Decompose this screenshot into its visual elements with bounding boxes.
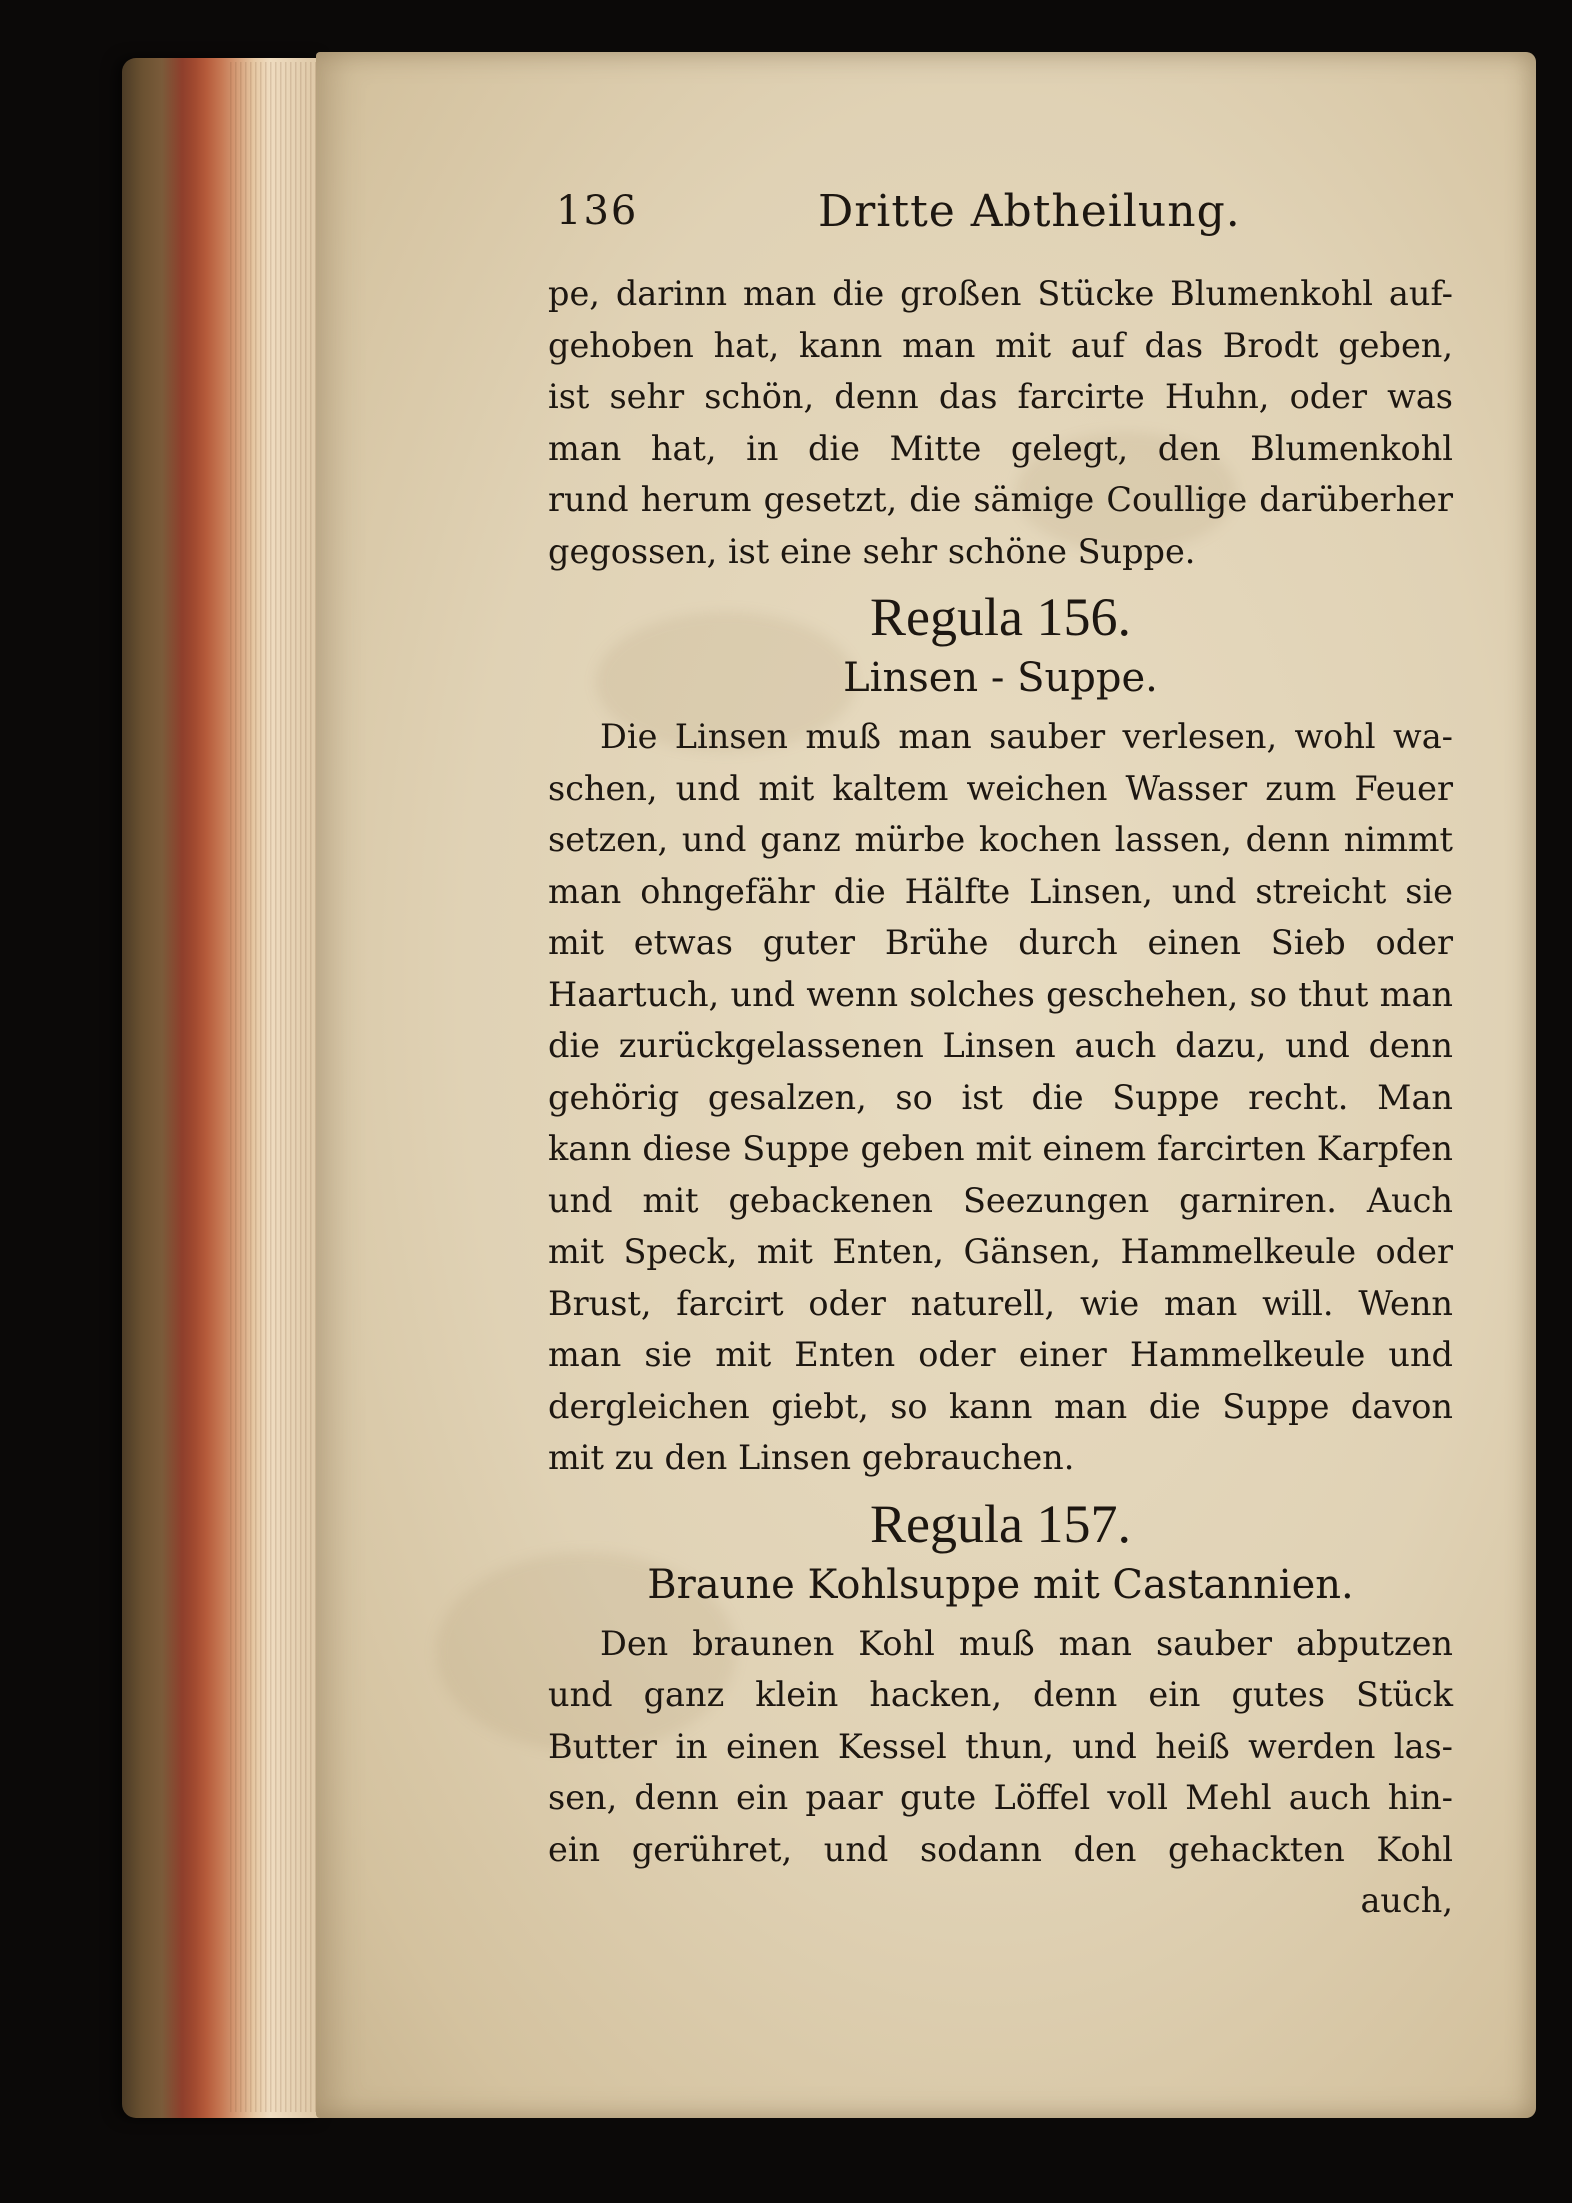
page-number: 136 [556,188,639,234]
text-line: setzen, und ganz mürbe kochen lassen, denn nimmt [548,820,1453,859]
regula-157-title: Braune Kohlsuppe mit Castannien. [647,1561,1354,1608]
text-line: man sie mit Enten oder einer Hammelkeule und [548,1335,1453,1374]
text-line: Die Linsen muß man sauber verlesen, wohl wa- [600,717,1453,756]
text-line: man ohngefähr die Hälfte Linsen, und streicht sie [548,871,1453,911]
text-line: gehoben hat, kann man mit auf das Brodt geben, [548,325,1453,365]
text-line: kann diese Suppe geben mit einem farcirten Karpfen [548,1129,1453,1168]
running-head: Dritte Abtheilung. [818,186,1241,237]
page-header [548,178,1453,248]
regula-156-title: Linsen - Suppe. [843,655,1158,701]
text-line: schen, und mit kaltem weichen Wasser zum Feuer [548,768,1453,808]
regula-157-heading: Regula 157. [870,1493,1131,1554]
catchword: auch, [1360,1881,1453,1920]
regula-156-heading: Regula 156. [870,587,1131,647]
text-line: die zurückgelassenen Linsen auch dazu, und denn [548,1026,1453,1065]
text-line: ist sehr schön, denn das farcirte Huhn, oder was [548,377,1453,416]
text-line: sen, denn ein paar gute Löffel voll Mehl auch hin- [548,1778,1453,1817]
text-line: dergleichen giebt, so kann man die Suppe davon [548,1386,1453,1426]
text-line: pe, darinn man die großen Stücke Blumenkohl auf- [548,274,1453,313]
page-text [548,178,1453,1927]
text-line: Den braunen Kohl muß man sauber abputzen [600,1623,1453,1663]
text-line: mit Speck, mit Enten, Gänsen, Hammelkeule oder [548,1232,1453,1271]
text-line: Brust, farcirt oder naturell, wie man will. Wenn [548,1283,1453,1323]
page-edge-lines [230,62,320,2112]
text-line: mit etwas guter Brühe durch einen Sieb oder [548,923,1453,962]
text-line: und mit gebackenen Seezungen garniren. Auch [548,1180,1453,1220]
text-line: man hat, in die Mitte gelegt, den Blumenkohl [548,428,1453,468]
text-line: mit zu den Linsen gebrauchen. [548,1438,1075,1477]
text-line: Haartuch, und wenn solches geschehen, so thut man [548,974,1453,1014]
regula-156-paragraph [548,711,1453,1484]
regula-157-paragraph [548,1618,1453,1927]
text-line: gegossen, ist eine sehr schöne Suppe. [548,531,1196,571]
text-line: rund herum gesetzt, die sämige Coullige darüberher [548,480,1453,519]
text-line: gehörig gesalzen, so ist die Suppe recht. Man [548,1077,1453,1117]
continuation-paragraph [548,268,1453,577]
text-line: ein gerühret, und sodann den gehackten Kohl [548,1829,1453,1869]
text-line: und ganz klein hacken, denn ein gutes Stück [548,1675,1453,1714]
text-line: Butter in einen Kessel thun, und heiß werden las- [548,1726,1453,1766]
